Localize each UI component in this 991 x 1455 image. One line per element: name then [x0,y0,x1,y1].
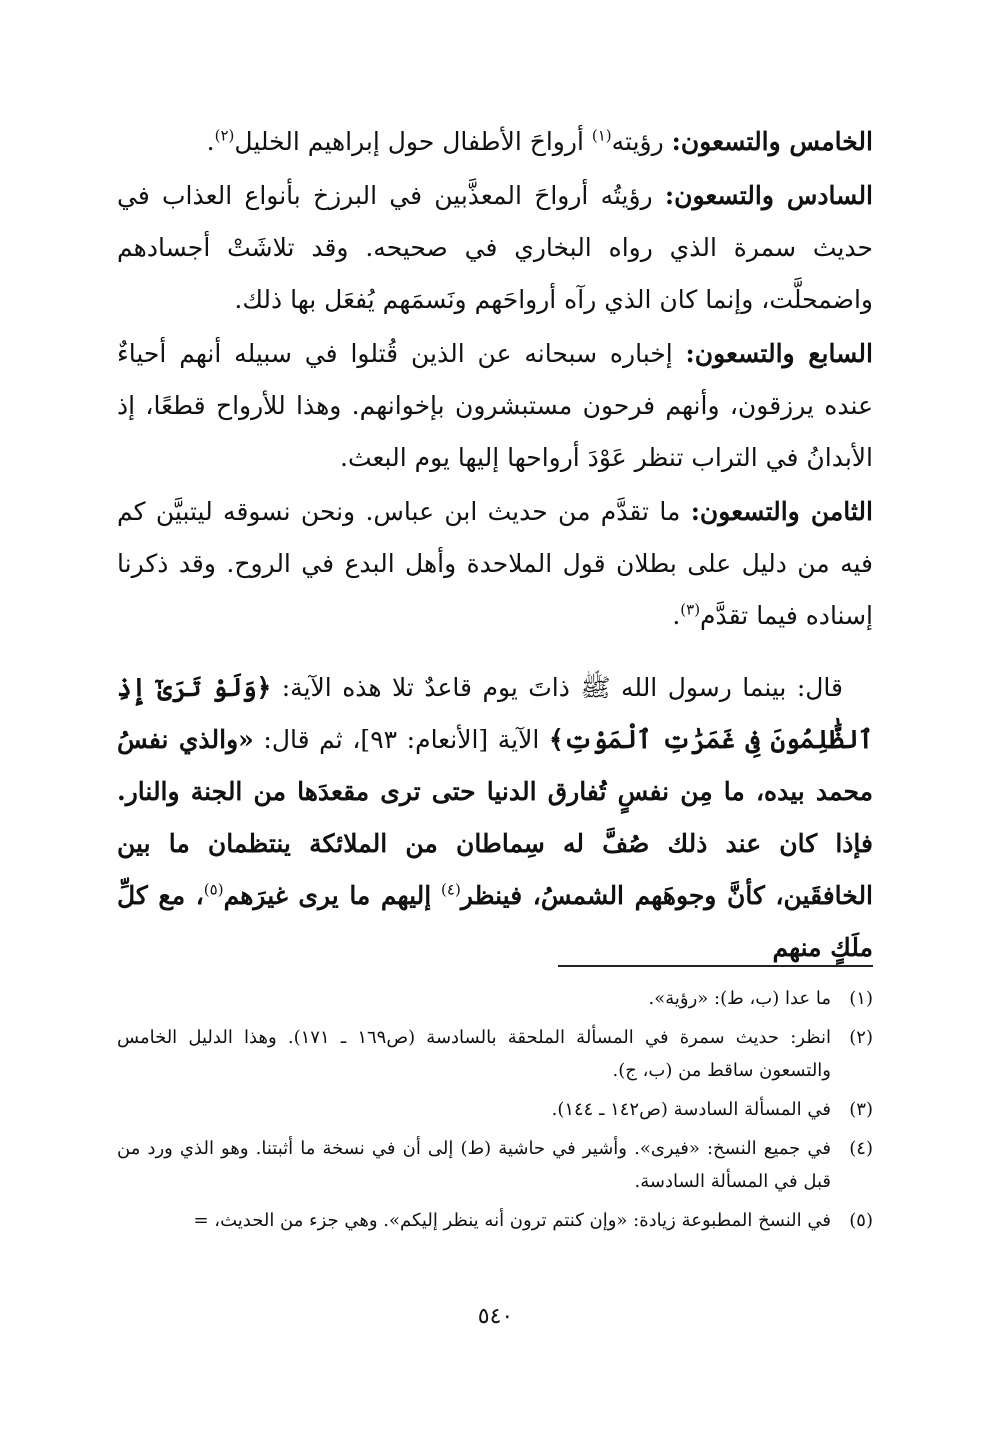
hadith-text: «والذي نفسُ محمد بيده، ما مِن نفسٍ تُفارق الدنيا حتى ترى مقعدَها من الجنة والنار. فإذا كان عند ذلك صُفَّ له سِماطان من الملائكة ينتظمان ما بين الخافقَين، كأنَّ وجوهَهم الشمسُ، فينظر [117,725,874,910]
paragraph-text: ما تقدَّم من حديث ابن عباس. ونحن نسوقه ليتبيَّن كم فيه من دليل على بطلان قول الملاحدة وأهل البدع في الروح. وقد ذكرنا إسناده فيما تقدَّم [117,497,873,630]
paragraph-end: . [206,127,215,156]
footnote-number: (٣) [849,1099,873,1120]
footnote-text: انظر: حديث سمرة في المسألة الملحقة بالسادسة (ص١٦٩ ـ ١٧١). وهذا الدليل الخامس والتسعون ساقط من (ب، ج). [117,1027,832,1081]
footnote-ref[interactable]: (٢) [214,126,235,145]
footnote-text: في النسخ المطبوعة زيادة: «وإن كنتم ترون أنه ينظر إليكم». وهي جزء من الحديث، = [193,1210,831,1231]
paragraph-lead: السابع والتسعون: [685,339,873,368]
paragraph-96 [117,170,873,326]
paragraph-text: رؤيتُه أرواحَ المعذَّبين في البرزخ بأنواع العذاب في حديث سمرة الذي رواه البخاري في صحيحه. وقد تلاشَتْ أجسادهم واضمحلَّت، وإنما كان الذي رآه أرواحَهم ونَسمَهم يُفعَل بها ذلك. [117,181,873,314]
paragraph-98 [117,486,873,642]
footnote-1 [117,982,873,1015]
paragraph-95 [117,116,873,168]
footnote-text: في المسألة السادسة (ص١٤٢ ـ ١٤٤). [551,1099,831,1120]
footnote-text: ما عدا (ب، ط): «رؤية». [648,988,831,1009]
footnote-ref[interactable]: (٥) [203,880,224,899]
footnote-5 [117,1204,873,1237]
paragraph-lead: الثامن والتسعون: [690,497,873,526]
footnote-divider [558,965,873,967]
footnote-text: في جميع النسخ: «فيرى». وأشير في حاشية (ط) إلى أن في نسخة ما أثبتنا. وهو الذي ورد من قبل في المسألة السادسة. [117,1138,831,1192]
footnote-number: (٢) [849,1027,873,1048]
paragraph-end: . [672,601,681,630]
paragraph-text: أرواحَ الأطفال حول إبراهيم الخليل [234,127,584,156]
quran-verse: ﴿وَلَوْ تَرَىٰٓ إِذِ ٱلظَّٰلِمُونَ فِى غَمَرَٰتِ ٱلْمَوْتِ﴾ [117,673,874,754]
footnote-ref[interactable]: (٣) [680,600,701,619]
footnote-2 [117,1021,873,1087]
verse-reference: الآية [الأنعام: ٩٣]، ثم قال: [263,725,540,754]
hadith-intro: قال: بينما رسول الله ﷺ ذاتَ يوم قاعدٌ تلا هذه الآية: [281,673,844,702]
footnote-ref[interactable]: (٤) [441,880,461,899]
hadith-text: إليهم ما يرى غيرَهم [223,881,432,910]
paragraph-lead: الخامس والتسعون: [671,127,873,156]
footnote-number: (١) [849,988,873,1009]
page-number: ٥٤٠ [477,1304,514,1329]
paragraph-text: رؤيته [611,127,664,156]
footnotes [117,982,873,1243]
footnote-3 [117,1093,873,1126]
paragraph-text: إخباره سبحانه عن الذين قُتلوا في سبيله أنهم أحياءٌ عنده يرزقون، وأنهم فرحون مستبشرون بإخوانهم. وهذا للأرواح قطعًا، إذ الأبدانُ في التراب تنظر عَوْدَ أرواحها إليها يوم البعث. [117,339,873,472]
paragraph-97 [117,328,873,484]
main-text [117,116,873,976]
footnote-number: (٤) [849,1138,873,1159]
footnote-ref[interactable]: (١) [591,126,612,145]
footnote-number: (٥) [849,1210,873,1231]
hadith-text: ، مع كلِّ ملَكٍ منهم [117,881,873,962]
paragraph-lead: السادس والتسعون: [664,181,874,210]
footnote-4 [117,1132,873,1198]
hadith-paragraph [117,662,873,974]
